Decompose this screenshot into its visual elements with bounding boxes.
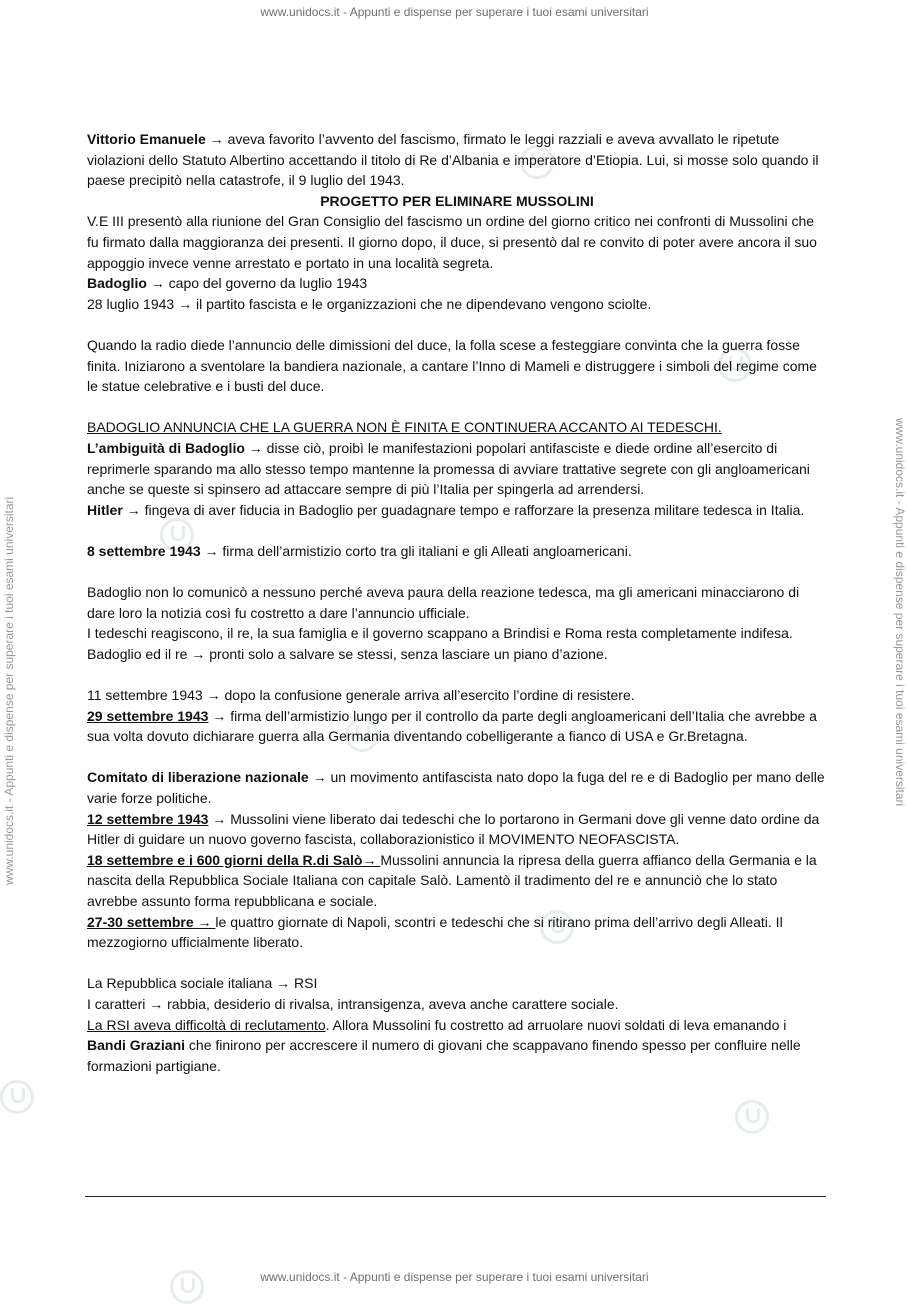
paragraph (87, 994, 827, 1015)
term: 28 luglio 1943 (87, 295, 175, 312)
side-watermark-right: www.unidocs.it - Appunti e dispense per superare i tuoi esami universitari (893, 418, 907, 807)
term: Bandi Graziani (87, 1037, 186, 1054)
paragraph: Badoglio non lo comunicò a nessuno perché aveva paura della reazione tedesca, ma gli americani minacciarono di dare loro la notizia così fu costretto a dare l’annuncio ufficiale. (87, 584, 800, 621)
paragraph (87, 850, 827, 912)
arrow: → (362, 851, 381, 868)
paragraph: I tedeschi reagiscono, il re, la sua famiglia e il governo scappano a Brindisi e Roma resta completamente indifesa. (87, 625, 793, 642)
term: 8 settembre 1943 (87, 542, 201, 559)
term: L’ambiguità di Badoglio (87, 439, 245, 456)
paragraph (87, 767, 827, 808)
paragraph (87, 273, 827, 294)
term: 29 settembre 1943 (87, 707, 209, 724)
arrow: → (308, 769, 331, 786)
arrow: → (193, 913, 216, 930)
paragraph-text: rabbia, desiderio di rivalsa, intransigenza, aveva anche carattere sociale. (167, 995, 619, 1012)
paragraph-text: il partito fascista e le organizzazioni che ne dipendevano vengono sciolte. (195, 295, 652, 312)
watermark-logo-icon (735, 1100, 769, 1134)
term: 12 settembre 1943 (87, 810, 209, 827)
paragraph-text: disse ciò, proibì le manifestazioni popolari antifasciste e diede ordine all’esercito di reprimerle sparando ma allo stesso tempo mantenne la promessa di avviare trattative segrete con gli angloamericani anche se queste si spinsero ad attaccare sempre di più l’Italia per spingerla ad arrendersi. (87, 439, 810, 498)
section-heading: BADOGLIO ANNUNCIA CHE LA GUERRA NON È FINITA E CONTINUERA ACCANTO AI TEDESCHI. (87, 419, 722, 436)
paragraph-text: Mussolini annuncia la ripresa della guerra affianco della Germania e la nascita della Repubblica Sociale Italiana con capitale Salò. Lamentò il tradimento del re e annunciò che lo stato avrebbe assunto forma repubblicana e sociale. (87, 851, 817, 909)
spacer (87, 747, 827, 768)
paragraph (87, 129, 827, 191)
arrow: → (200, 542, 223, 559)
spacer (87, 664, 827, 685)
term: I caratteri (87, 995, 146, 1012)
footer-watermark: www.unidocs.it - Appunti e dispense per superare i tuoi esami universitari (260, 1270, 649, 1284)
underlined-phrase: La RSI aveva difficoltà di reclutamento (87, 1016, 326, 1033)
paragraph (87, 912, 827, 953)
paragraph-text: aveva favorito l’avvento del fascismo, firmato le leggi razziali e aveva avvallato le ripetute violazioni dello Statuto Albertino accettando il titolo di Re d’Albania e imperatore d’Etiopia. Lui, si mosse solo quando il paese precipitò nella catastrofe, il 9 luglio del 1943. (87, 131, 819, 189)
arrow: → (202, 687, 225, 704)
paragraph: Quando la radio diede l’annuncio delle dimissioni del duce, la folla scese a festeggiare convinta che la guerra fosse finita. Iniziarono a sventolare la bandiera nazionale, a cantare l’Inno di Mameli e distruggere i simboli del regime come le statue celebrative e i busti del duce. (87, 336, 817, 395)
paragraph-text: un movimento antifascista nato dopo la fuga del re e di Badoglio per mano delle varie forze politiche. (87, 769, 825, 806)
arrow: → (208, 707, 231, 724)
watermark-logo-icon (0, 1080, 34, 1114)
arrow: → (205, 131, 228, 147)
document-body (87, 129, 827, 1076)
paragraph-text: Mussolini viene liberato dai tedeschi che lo portarono in Germani dove gli venne dato ordine da Hitler di guidare un nuovo governo fascista, collaborazionistico il MOVIMENTO NEOFASCISTA. (87, 810, 820, 848)
spacer (87, 953, 827, 974)
section-title: PROGETTO PER ELIMINARE MUSSOLINI (320, 192, 594, 209)
paragraph (87, 706, 827, 747)
paragraph (87, 809, 827, 850)
arrow: → (145, 995, 168, 1012)
paragraph (87, 1015, 827, 1077)
arrow: → (122, 501, 145, 518)
side-watermark-left: www.unidocs.it - Appunti e dispense per superare i tuoi esami universitari (2, 496, 16, 885)
spacer (87, 314, 827, 335)
arrow: → (187, 645, 210, 662)
spacer (87, 520, 827, 541)
paragraph: V.E III presentò alla riunione del Gran Consiglio del fascismo un ordine del giorno critico nei confronti di Mussolini che fu firmato dalla maggioranza dei presenti. Il giorno dopo, il duce, si presentò dal re convito di poter avere ancora il suo appoggio invece venne arrestato e portato in una località segreta. (87, 213, 817, 271)
term: 11 settembre 1943 (87, 687, 203, 704)
arrow: → (208, 810, 231, 827)
term: Badoglio (87, 275, 147, 292)
paragraph-text: RSI (294, 975, 318, 992)
paragraph (87, 644, 827, 665)
term: 27-30 settembre (87, 913, 194, 930)
arrow: → (244, 439, 267, 456)
arrow: → (174, 295, 196, 312)
paragraph-text: pronti solo a salvare se stessi, senza lasciare un piano d’azione. (209, 645, 608, 662)
paragraph (87, 541, 827, 562)
paragraph-text: dopo la confusione generale arriva all’esercito l’ordine di resistere. (224, 687, 635, 704)
paragraph-text: le quattro giornate di Napoli, scontri e tedeschi che si ritirano prima dell’arrivo degli Alleati. Il mezzogiorno ufficialmente liberato. (87, 913, 783, 951)
term: Hitler (87, 501, 123, 518)
paragraph (87, 500, 827, 521)
paragraph-text: . Allora Mussolini fu costretto ad arruolare nuovi soldati di leva emanando i (325, 1016, 787, 1033)
term: Badoglio ed il re (87, 645, 188, 662)
term: 18 settembre e i 600 giorni della R.di Salò (87, 851, 363, 868)
paragraph-text: firma dell’armistizio lungo per il controllo da parte degli angloamericani dell’Italia che avrebbe a sua volta dovuto dichiarare guerra alla Germania diventando cobelligerante a fianco di USA e Gr.Bretagna. (87, 707, 817, 745)
term: La Repubblica sociale italiana (87, 975, 273, 992)
paragraph-text: che finirono per accrescere il numero di giovani che scappavano finendo spesso per confluire nelle formazioni partigiane. (87, 1037, 801, 1074)
paragraph (87, 973, 827, 994)
paragraph (87, 294, 827, 315)
paragraph (87, 438, 827, 500)
term: Comitato di liberazione nazionale (87, 769, 309, 786)
arrow: → (272, 975, 295, 992)
paragraph (87, 685, 827, 706)
header-watermark: www.unidocs.it - Appunti e dispense per superare i tuoi esami universitari (260, 5, 649, 19)
arrow: → (146, 275, 169, 292)
paragraph-text: capo del governo da luglio 1943 (168, 275, 368, 292)
spacer (87, 561, 827, 582)
paragraph-text: fingeva di aver fiducia in Badoglio per guadagnare tempo e rafforzare la presenza militare tedesca in Italia. (144, 501, 805, 518)
bottom-divider (85, 1196, 826, 1197)
spacer (87, 397, 827, 418)
paragraph-text: firma dell’armistizio corto tra gli italiani e gli Alleati angloamericani. (222, 542, 632, 559)
term: Vittorio Emanuele (87, 131, 206, 147)
